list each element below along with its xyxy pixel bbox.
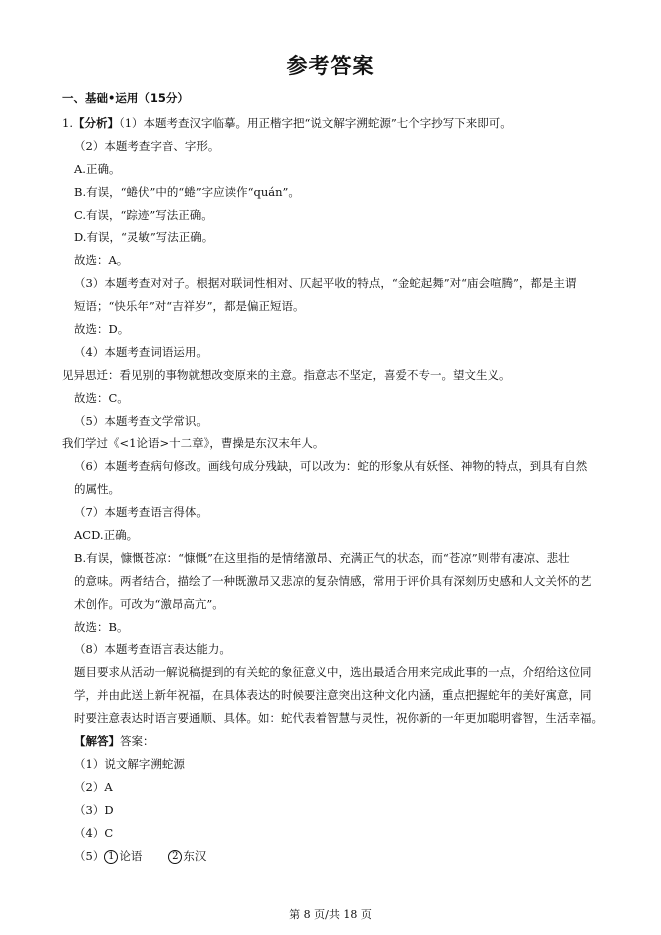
- text-line: C.有误，“踪迹”写法正确。: [74, 207, 213, 222]
- text-line: （2）A: [74, 779, 113, 794]
- text-line: 短语；“快乐年”对“吉祥岁”，都是偏正短语。: [74, 299, 305, 314]
- text-line: （6）本题考查病句修改。画线句成分残缺，可以改为：蛇的形象从有妖怪、神物的特点，到具有自然: [74, 459, 588, 474]
- answer-prefix: （5）: [74, 848, 105, 863]
- answer-text: 东汉: [183, 848, 207, 863]
- text-line: 故选：B。: [74, 619, 129, 634]
- text-line: 题目要求从活动一解说稿提到的有关蛇的象征意义中，选出最适合用来完成此事的一点，介绍给这位同: [74, 665, 592, 680]
- answer-line: [62, 730, 614, 753]
- question-number: 1.: [62, 116, 73, 130]
- text-line: 见异思迁：看见别的事物就想改变原来的主意。指意志不坚定，喜爱不专一。望文生义。: [62, 367, 511, 382]
- page-footer: 第 8 页/共 18 页: [289, 908, 372, 921]
- text-line: （8）本题考查语言表达能力。: [74, 642, 231, 657]
- text-line: 术创作。可改为“激昂高亢”。: [74, 596, 224, 611]
- circled-number-2: 2: [168, 850, 182, 864]
- answer-tag: 【解答】: [74, 734, 120, 749]
- text-line: ACD.正确。: [74, 528, 139, 543]
- text-line: 答案：: [120, 734, 155, 749]
- question-1-line: [62, 112, 614, 135]
- text-line: （4）C: [74, 825, 114, 840]
- page-title: 参考答案: [286, 54, 375, 78]
- text-line: 的属性。: [74, 482, 120, 497]
- text-line: B.有误，慷慨苍凉：“慷慨”在这里指的是情绪激昂、充满正气的状态，而“苍凉”则带有凄凉、悲壮: [74, 550, 570, 565]
- text-line: 故选：C。: [74, 390, 129, 405]
- text-line: 时要注意表达时语言要通顺、具体。如：蛇代表着智慧与灵性，祝你新的一年更加聪明睿智，生活幸福。: [74, 711, 603, 726]
- text-line: （2）本题考查字音、字形。: [74, 138, 220, 153]
- text-line: （4）本题考查词语运用。: [74, 344, 208, 359]
- text-line: （1）本题考查汉字临摹。用正楷字把“说文解字溯蛇源”七个字抄写下来即可。: [118, 116, 512, 130]
- analysis-tag: 【分析】: [72, 116, 119, 130]
- text-line: 我们学过《<1论语>十二章》，曹操是东汉末年人。: [62, 436, 325, 451]
- text-line: B.有误，“蜷伏”中的“蜷”字应读作“quán”。: [74, 184, 300, 199]
- answer-text: 论语: [119, 848, 143, 863]
- text-line: （3）本题考查对对子。根据对联词性相对、仄起平收的特点，“金蛇起舞”对“庙会喧腾”，都是主谓: [74, 276, 577, 291]
- text-line: （3）D: [74, 802, 114, 817]
- text-line: （5）本题考查文学常识。: [74, 413, 208, 428]
- text-line: （1）说文解字溯蛇源: [74, 756, 185, 771]
- text-line: 故选：A。: [74, 253, 129, 268]
- section-heading: 一、基础•运用（15分）: [62, 91, 189, 105]
- text-line: 学，并由此送上新年祝福，在具体表达的时候要注意突出这种文化内涵，重点把握蛇年的美好寓意，同: [74, 688, 592, 703]
- circled-number-1: 1: [104, 850, 118, 864]
- answer-body: [62, 112, 614, 867]
- text-line: （7）本题考查语言得体。: [74, 505, 208, 520]
- text-line: D.有误，“灵敏”写法正确。: [74, 230, 214, 245]
- text-line: A.正确。: [74, 161, 121, 176]
- text-line: 故选：D。: [74, 322, 130, 337]
- text-line-circled: [62, 845, 614, 868]
- text-line: 的意味。两者结合，描绘了一种既激昂又悲凉的复杂情感，常用于评价具有深刻历史感和人文关怀的艺: [74, 573, 592, 588]
